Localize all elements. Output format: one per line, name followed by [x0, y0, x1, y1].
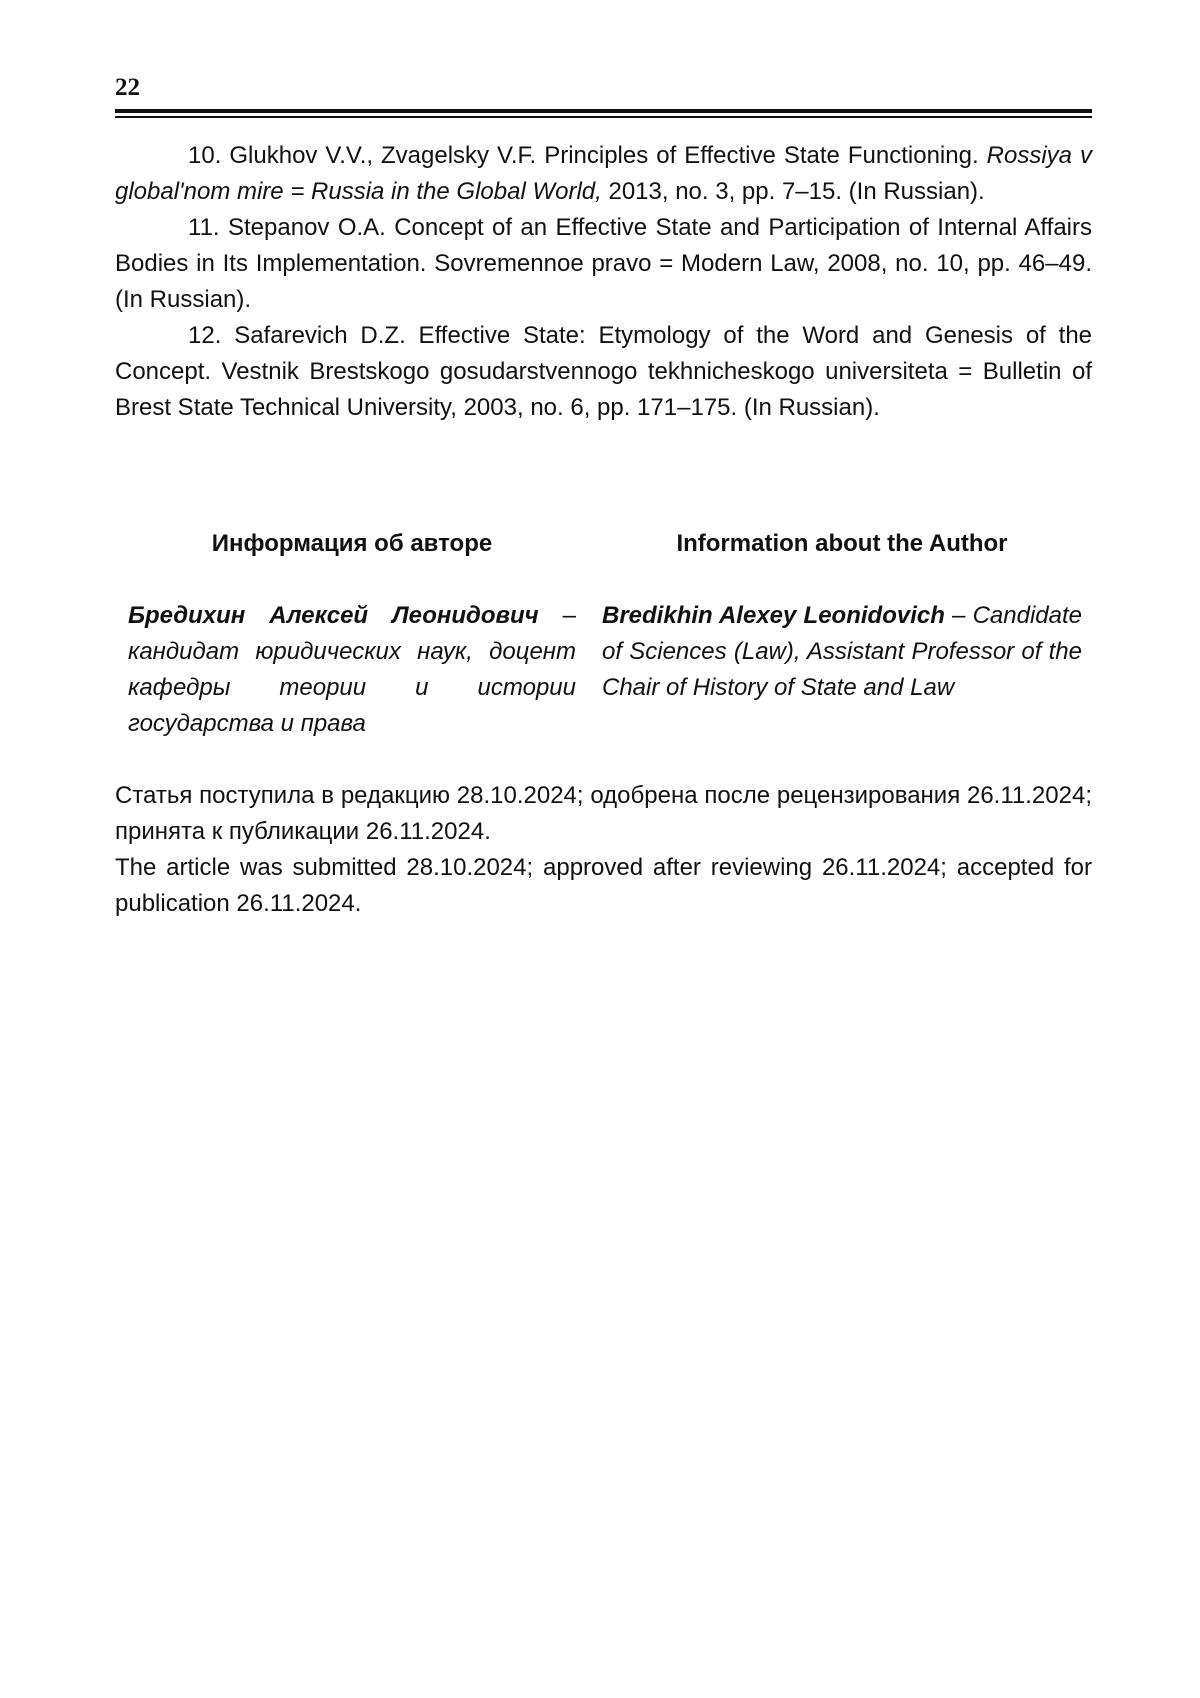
author-name-ru: Бредихин Алексей Леонидович: [128, 602, 539, 629]
author-description-ru: [128, 598, 576, 742]
author-dash-en: –: [944, 602, 973, 629]
header-rule: [115, 109, 1092, 119]
article-history: [115, 778, 1092, 922]
page-number: 22: [115, 74, 140, 101]
reference-item: [115, 138, 1092, 210]
reference-number: 10.: [188, 142, 222, 169]
author-title-en: Candidate of Sciences (Law), Assistant Professor of the Chair of History of State and Law: [602, 602, 1082, 701]
reference-number: 12.: [188, 322, 222, 349]
author-dash-ru: –: [538, 602, 577, 629]
reference-item: [115, 318, 1092, 426]
reference-text: Glukhov V.V., Zvagelsky V.F. Principles of Effective State Functioning.: [229, 142, 979, 169]
author-info-heading-ru: Информация об авторе: [211, 530, 493, 557]
article-history-ru: Статья поступила в редакцию 28.10.2024; одобрена после рецензирования 26.11.2024; принята к публикации 26.11.2024.: [115, 782, 1092, 845]
author-description-en: [602, 598, 1082, 706]
author-info-heading-en: Information about the Author: [676, 530, 1008, 557]
header-rule-thin-line: [115, 116, 1092, 118]
reference-source-italic: Rossiya v global'nom mire = Russia in the Global World,: [115, 142, 1092, 205]
reference-text: Stepanov O.A. Concept of an Effective State and Participation of Internal Affairs Bodies in Its Implementation. Sovremennoe pravo = Modern Law, 2008, no. 10, pp. 46–49. (In Russian).: [115, 214, 1092, 313]
article-history-en: The article was submitted 28.10.2024; approved after reviewing 26.11.2024; accepted for publication 26.11.2024.: [115, 854, 1092, 917]
author-info-russian: [128, 526, 576, 742]
author-info-english: [602, 526, 1082, 706]
header-rule-thick-line: [115, 109, 1092, 113]
reference-number: 11.: [188, 214, 220, 241]
references-list: [115, 138, 1092, 426]
author-name-en: Bredikhin Alexey Leonidovich: [602, 602, 945, 629]
author-title-ru: кандидат юридических наук, доцент кафедры теории и истории государства и права: [128, 638, 576, 737]
reference-item: [115, 210, 1092, 318]
reference-details: 2013, no. 3, pp. 7–15. (In Russian).: [608, 178, 985, 205]
reference-text: Safarevich D.Z. Effective State: Etymology of the Word and Genesis of the Concept. Vestnik Brestskogo gosudarstvennogo tekhnicheskogo universiteta = Bulletin of Brest State Technical University, 2003, no. 6, pp. 171–175. (In Russian).: [115, 322, 1093, 421]
